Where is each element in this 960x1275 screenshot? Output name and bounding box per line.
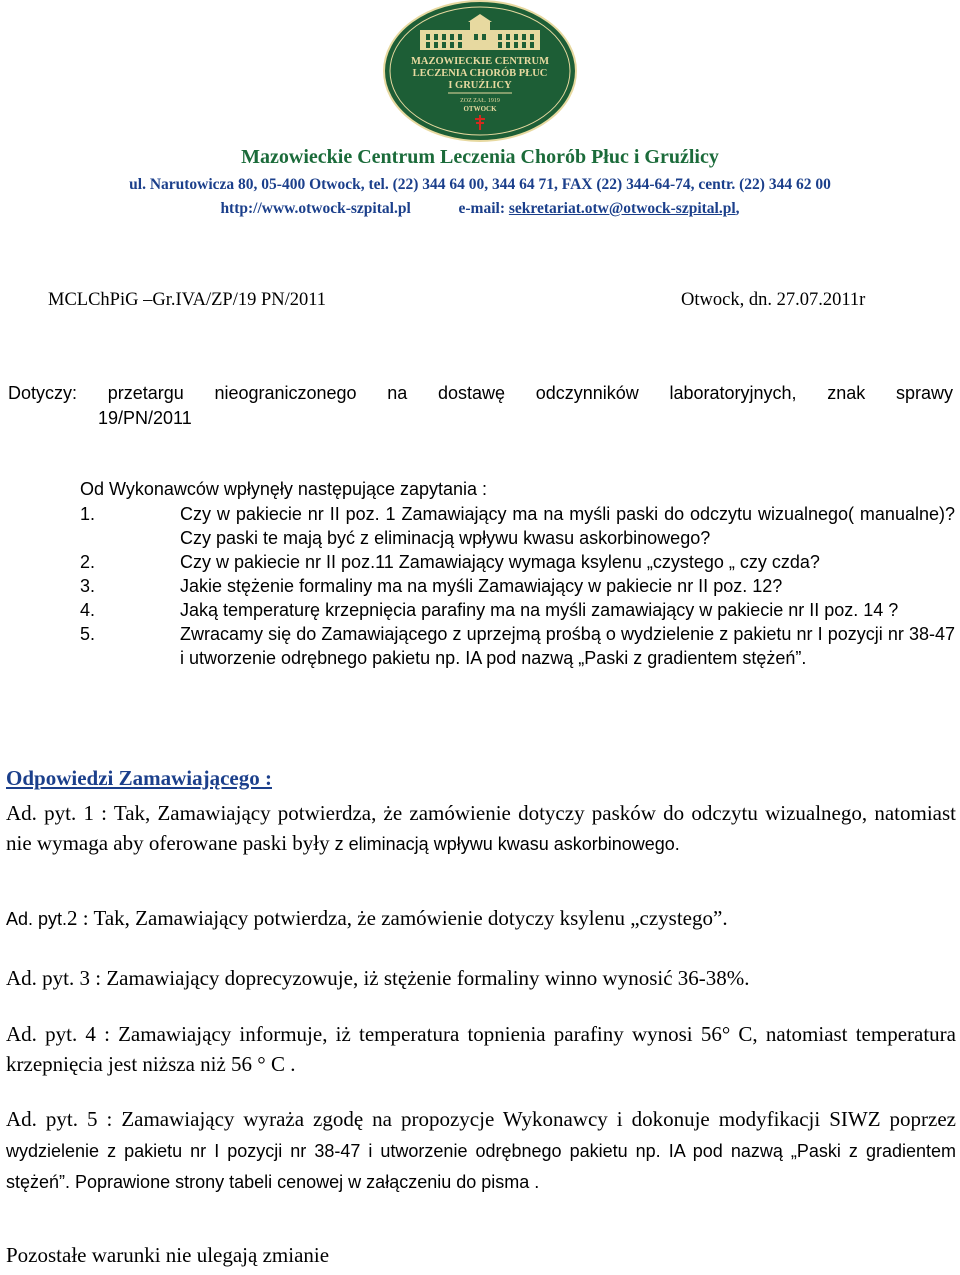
answer-2-text: 2 : Tak, Zamawiający potwierdza, że zamówienie dotyczy ksylenu „czystego”. [67,906,728,930]
email-suffix: , [735,200,740,217]
subject-line-1 [8,381,953,406]
subject-word: znak [827,383,866,403]
subject-word: na [387,383,408,403]
answer-2 [6,903,956,934]
question-number: 5. [80,624,96,644]
question-number: 2. [80,552,96,572]
subject-word: przetargu [107,383,184,403]
question-item [80,502,955,550]
question-number: 1. [80,504,96,524]
subject-word: sprawy [895,383,953,403]
question-text: Czy w pakiecie nr II poz. 1 Zamawiający ma na myśli paski do odczytu wizualnego( manualne)? Czy paski te mają być z eliminacją wpływu kwasu askorbinowego? [180,504,955,548]
answer-1-text-sans: z eliminacją wpływu kwasu askorbinowego. [329,834,680,854]
logo-text-line3: I GRUŹLICY [448,80,512,91]
question-number: 4. [80,600,96,620]
subject-word: laboratoryjnych, [669,383,797,403]
hospital-logo [382,0,578,142]
question-item [80,574,955,598]
website-link[interactable]: http://www.otwock-szpital.pl [220,200,411,217]
question-text: Jakie stężenie formaliny ma na myśli Zamawiający w pakiecie nr II poz. 12? [180,576,783,596]
subject-line-2: 19/PN/2011 [98,408,192,428]
subject-word: dostawę [437,383,506,403]
logo-text-line4: ZOZ ZAŁ. 1919 [460,98,500,104]
answer-4: Ad. pyt. 4 : Zamawiający informuje, iż temperatura topnienia parafiny wynosi 56° C, natomiast temperatura krzepnięcia jest niższa niż 56 ° C . [6,1022,956,1076]
contact-line [0,200,960,218]
answer-1-text: Ad. pyt. 1 : Tak, Zamawiający potwierdza, że zamówienie dotyczy pasków do odczytu wizualnego, natomiast nie wymaga aby oferowane paski były [6,801,956,855]
questions-list [80,502,955,670]
logo-text-line1: MAZOWIECKIE CENTRUM [411,56,549,67]
institution-address: ul. Narutowicza 80, 05-400 Otwock, tel. (22) 344 64 00, 344 64 71, FAX (22) 344-64-74, centr. (22) 344 62 00 [129,176,831,193]
answers-heading: Odpowiedzi Zamawiającego : [6,766,272,790]
institution-name: Mazowieckie Centrum Leczenia Chorób Płuc i Gruźlicy [241,146,719,168]
question-item [80,550,955,574]
subject-word: nieograniczonego [214,383,357,403]
reference-number: MCLChPiG –Gr.IVA/ZP/19 PN/2011 [48,290,327,310]
answer-5-text: Ad. pyt. 5 : Zamawiający wyraża zgodę na propozycje Wykonawcy i dokonuje modyfikacji SIWZ poprzez [6,1107,956,1131]
answer-5 [6,1104,956,1197]
question-item [80,598,955,622]
answer-3: Ad. pyt. 3 : Zamawiający doprecyzowuje, iż stężenie formaliny winno wynosić 36-38%. [6,966,750,990]
subject-word: Dotyczy: [8,383,78,403]
questions-intro: Od Wykonawców wpłynęły następujące zapytania : [80,479,488,499]
closing-note: Pozostałe warunki nie ulegają zmianie [6,1243,330,1267]
question-text: Jaką temperaturę krzepnięcia parafiny ma na myśli zamawiający w pakiecie nr II poz. 14 ? [180,600,899,620]
question-text: Czy w pakiecie nr II poz.11 Zamawiający wymaga ksylenu „czystego „ czy czda? [180,552,820,572]
logo-text-line2: LECZENIA CHORÓB PŁUC [412,68,548,79]
answer-5-text-sans: wydzielenie z pakietu nr I pozycji nr 38-47 i utworzenie odrębnego pakietu np. IA pod nazwą „Paski z gradientem stężeń”. Poprawione strony tabeli cenowej w załączeniu do pisma . [6,1141,956,1192]
document-date: Otwock, dn. 27.07.2011r [681,290,866,310]
question-number: 3. [80,576,96,596]
logo-text-line5: OTWOCK [463,105,497,113]
subject-section [8,381,953,431]
answer-2-label: Ad. pyt. [6,909,68,929]
email-link[interactable]: sekretariat.otw@otwock-szpital.pl [508,200,736,217]
subject-word: odczynników [535,383,639,403]
question-text: Zwracamy się do Zamawiającego z uprzejmą prośbą o wydzielenie z pakietu nr I pozycji nr 38-47 i utworzenie odrębnego pakietu np. IA pod nazwą „Paski z gradientem stężeń”. [180,624,955,668]
question-item [80,622,955,670]
email-label: e-mail: [458,200,505,217]
answer-1 [6,798,956,859]
